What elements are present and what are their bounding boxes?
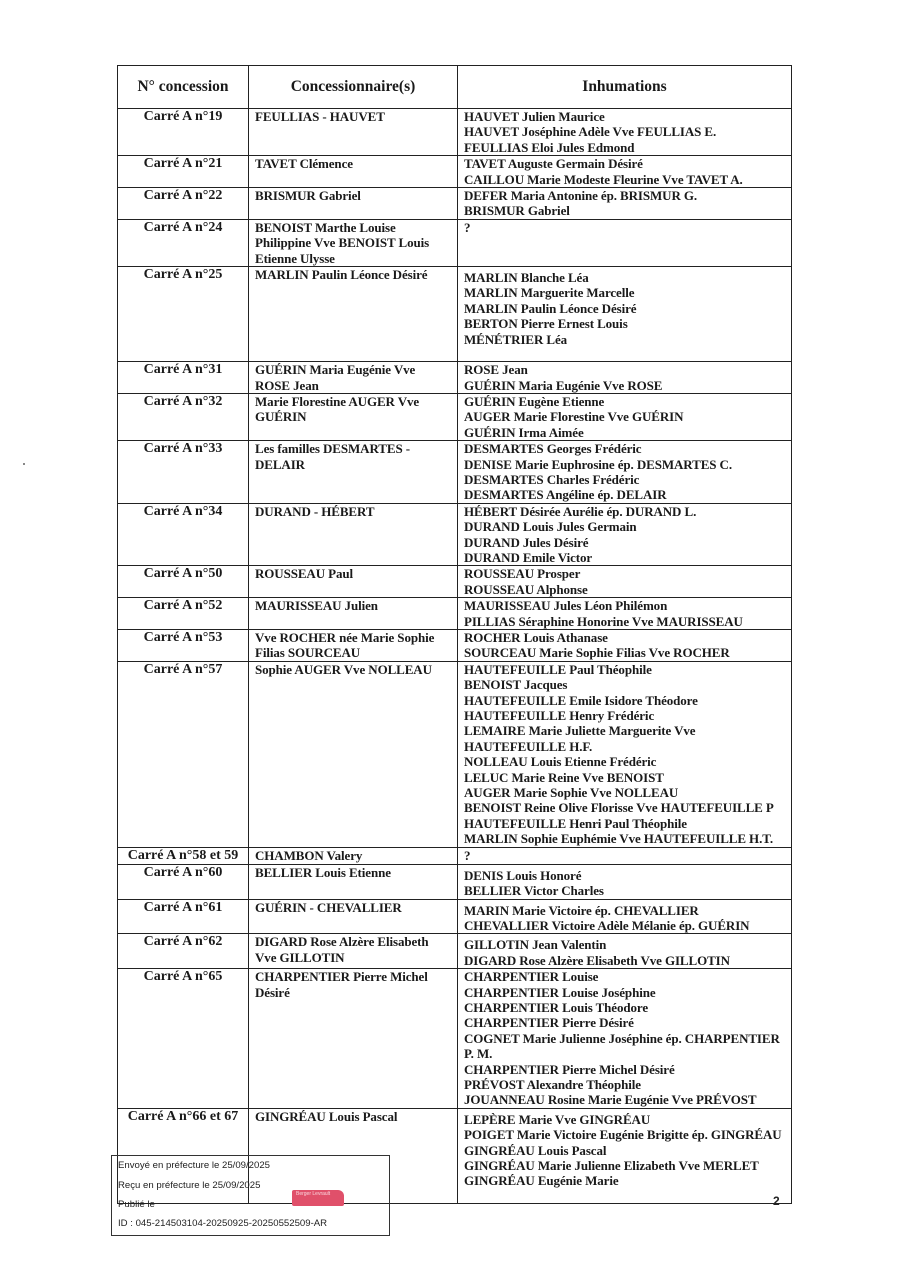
concession-number-text: Carré A n°31 bbox=[143, 362, 223, 378]
concession-number-text: Carré A n°32 bbox=[143, 393, 223, 409]
inhumations-list bbox=[458, 156, 792, 188]
inhumation-entry: BENOIST Jacques bbox=[464, 677, 568, 693]
inhumation-entry: GINGRÉAU Marie Julienne Elizabeth Vve MERLET bbox=[464, 1158, 759, 1173]
inhumation-entry: LEPÈRE Marie Vve GINGRÉAU bbox=[464, 1111, 651, 1127]
berger-levrault-logo bbox=[292, 1190, 344, 1206]
concession-number bbox=[118, 630, 249, 662]
inhumation-entry: BENOIST Reine Olive Florisse Vve HAUTEFEUILLE P bbox=[464, 800, 774, 816]
inhumation-entry: MAURISSEAU Jules Léon Philémon bbox=[464, 598, 668, 614]
header-concessionnaires: Concessionnaire(s) bbox=[249, 66, 458, 109]
inhumation-entry: ? bbox=[464, 219, 471, 235]
concession-number-text: Carré A n°58 et 59 bbox=[127, 847, 239, 863]
concession-number-text: Carré A n°61 bbox=[143, 899, 223, 915]
inhumation-entry: FEULLIAS Eloi Jules Edmond bbox=[464, 139, 635, 155]
concession-number-text: Carré A n°53 bbox=[143, 630, 223, 645]
inhumation-entry: DURAND Jules Désiré bbox=[464, 534, 589, 550]
prefecture-stamp bbox=[111, 1155, 390, 1236]
table-row bbox=[118, 503, 792, 566]
concession-number-text: Carré A n°21 bbox=[143, 156, 223, 172]
concession-number-text: Carré A n°50 bbox=[143, 566, 223, 582]
concession-number-text: Carré A n°25 bbox=[143, 267, 223, 283]
table-row bbox=[118, 109, 792, 156]
inhumation-entry: TAVET Auguste Germain Désiré bbox=[464, 156, 643, 172]
inhumation-entry: CHARPENTIER Louis Théodore bbox=[464, 999, 649, 1015]
inhumation-entry: CHARPENTIER Louise bbox=[464, 969, 599, 985]
inhumations-list bbox=[458, 188, 792, 220]
inhumations-list bbox=[458, 267, 792, 362]
inhumation-entry: DENISE Marie Euphrosine ép. DESMARTES C. bbox=[464, 456, 732, 472]
inhumation-entry: DEFER Maria Antonine ép. BRISMUR G. bbox=[464, 188, 698, 204]
table-row bbox=[118, 969, 792, 1109]
inhumation-entry: HAUTEFEUILLE H.F. bbox=[464, 738, 593, 754]
inhumation-entry: PRÉVOST Alexandre Théophile bbox=[464, 1076, 641, 1092]
concessionnaire: GUÉRIN Maria Eugénie Vve ROSE Jean bbox=[249, 362, 458, 394]
page-number: 2 bbox=[773, 1194, 780, 1208]
inhumation-entry: ROUSSEAU Prosper bbox=[464, 566, 581, 582]
concession-number bbox=[118, 188, 249, 220]
inhumation-entry: MARLIN Blanche Léa bbox=[464, 270, 589, 286]
concession-number-text: Carré A n°24 bbox=[143, 219, 223, 235]
inhumations-list bbox=[458, 864, 792, 899]
concession-number-text: Carré A n°60 bbox=[143, 864, 223, 880]
inhumation-entry: MARIN Marie Victoire ép. CHEVALLIER bbox=[464, 902, 699, 918]
concession-number bbox=[118, 864, 249, 899]
header-inhumations: Inhumations bbox=[458, 66, 792, 109]
inhumation-entry: MARLIN Sophie Euphémie Vve HAUTEFEUILLE H.T. bbox=[464, 831, 773, 847]
inhumation-entry: CHARPENTIER Pierre Désiré bbox=[464, 1015, 634, 1031]
table-row bbox=[118, 219, 792, 266]
table-row bbox=[118, 598, 792, 630]
stamp-sent: Envoyé en préfecture le 25/09/2025 bbox=[118, 1160, 271, 1171]
table-row bbox=[118, 267, 792, 362]
inhumations-list bbox=[458, 899, 792, 934]
inhumations-list bbox=[458, 661, 792, 847]
concession-number-text: Carré A n°52 bbox=[143, 598, 223, 614]
inhumation-entry: POIGET Marie Victoire Eugénie Brigitte ép. GINGRÉAU bbox=[464, 1127, 782, 1143]
concessionnaire: MAURISSEAU Julien bbox=[249, 598, 458, 630]
inhumation-entry: GILLOTIN Jean Valentin bbox=[464, 937, 607, 953]
table-row bbox=[118, 661, 792, 847]
inhumations-list bbox=[458, 362, 792, 394]
concession-number bbox=[118, 156, 249, 188]
inhumations-list bbox=[458, 847, 792, 864]
inhumation-entry: ROCHER Louis Athanase bbox=[464, 630, 608, 645]
inhumation-entry: MARLIN Paulin Léonce Désiré bbox=[464, 300, 637, 316]
inhumations-list bbox=[458, 566, 792, 598]
concession-number bbox=[118, 899, 249, 934]
inhumation-entry: BELLIER Victor Charles bbox=[464, 883, 604, 899]
concession-number bbox=[118, 503, 249, 566]
table-row bbox=[118, 393, 792, 440]
inhumation-entry: BRISMUR Gabriel bbox=[464, 203, 570, 219]
concessionnaire: Vve ROCHER née Marie Sophie Filias SOURCEAU bbox=[249, 630, 458, 662]
inhumation-entry: CHARPENTIER Pierre Michel Désiré bbox=[464, 1061, 675, 1077]
inhumation-entry: HAUVET Julien Maurice bbox=[464, 109, 605, 124]
concession-number-text: Carré A n°62 bbox=[143, 934, 223, 950]
inhumation-entry: DENIS Louis Honoré bbox=[464, 867, 582, 883]
concessionnaire: BELLIER Louis Etienne bbox=[249, 864, 458, 899]
concessionnaire: CHARPENTIER Pierre Michel Désiré bbox=[249, 969, 458, 1109]
concession-number-text: Carré A n°34 bbox=[143, 503, 223, 519]
concessionnaire: CHAMBON Valery bbox=[249, 847, 458, 864]
inhumations-list bbox=[458, 934, 792, 969]
concessionnaire: DURAND - HÉBERT bbox=[249, 503, 458, 566]
concession-number-text: Carré A n°57 bbox=[143, 661, 223, 677]
inhumations-list bbox=[458, 503, 792, 566]
table-header-row bbox=[118, 66, 792, 109]
concessionnaire: Sophie AUGER Vve NOLLEAU bbox=[249, 661, 458, 847]
table-row bbox=[118, 630, 792, 662]
table-row bbox=[118, 899, 792, 934]
table-row bbox=[118, 188, 792, 220]
inhumation-entry: AUGER Marie Sophie Vve NOLLEAU bbox=[464, 785, 679, 801]
scan-speck bbox=[23, 463, 25, 465]
table-body bbox=[118, 109, 792, 1204]
concessionnaire: BENOIST Marthe Louise Philippine Vve BENOIST Louis Etienne Ulysse bbox=[249, 219, 458, 266]
inhumation-entry: JOUANNEAU Rosine Marie Eugénie Vve PRÉVOST bbox=[464, 1092, 757, 1108]
concessionnaire: TAVET Clémence bbox=[249, 156, 458, 188]
inhumations-list bbox=[458, 393, 792, 440]
logo-text: Berger Levrault bbox=[296, 1191, 331, 1197]
inhumation-entry: LEMAIRE Marie Juliette Marguerite Vve bbox=[464, 723, 696, 739]
inhumations-list bbox=[458, 1108, 792, 1203]
concession-number-text: Carré A n°19 bbox=[143, 109, 223, 124]
concessionnaire: Marie Florestine AUGER Vve GUÉRIN bbox=[249, 393, 458, 440]
header-concession-number: N° concession bbox=[118, 66, 249, 109]
inhumation-entry: DURAND Louis Jules Germain bbox=[464, 519, 637, 535]
stamp-received: Reçu en préfecture le 25/09/2025 bbox=[118, 1180, 261, 1191]
inhumation-entry: LELUC Marie Reine Vve BENOIST bbox=[464, 769, 664, 785]
inhumation-entry: ROSE Jean bbox=[464, 362, 528, 378]
stamp-id: ID : 045-214503104-20250925-20250552509-AR bbox=[118, 1218, 328, 1229]
concession-number bbox=[118, 267, 249, 362]
table-row bbox=[118, 156, 792, 188]
inhumations-list bbox=[458, 109, 792, 156]
inhumation-entry: P. M. bbox=[464, 1046, 493, 1062]
concessionnaire: MARLIN Paulin Léonce Désiré bbox=[249, 267, 458, 362]
inhumation-entry: HAUTEFEUILLE Henri Paul Théophile bbox=[464, 815, 687, 831]
concessionnaire: FEULLIAS - HAUVET bbox=[249, 109, 458, 156]
concession-number bbox=[118, 566, 249, 598]
inhumations-list bbox=[458, 630, 792, 662]
inhumation-entry: GUÉRIN Eugène Etienne bbox=[464, 393, 605, 409]
concession-number bbox=[118, 598, 249, 630]
concessionnaire: GUÉRIN - CHEVALLIER bbox=[249, 899, 458, 934]
inhumation-entry: DESMARTES Charles Frédéric bbox=[464, 471, 640, 487]
concession-number bbox=[118, 969, 249, 1109]
inhumation-entry: GUÉRIN Irma Aimée bbox=[464, 424, 584, 440]
inhumation-entry: GINGRÉAU Eugénie Marie bbox=[464, 1173, 619, 1189]
concessions-table bbox=[117, 65, 792, 1204]
concession-number bbox=[118, 393, 249, 440]
inhumation-entry: HÉBERT Désirée Aurélie ép. DURAND L. bbox=[464, 503, 697, 519]
concession-number-text: Carré A n°22 bbox=[143, 188, 223, 204]
inhumation-entry: MARLIN Marguerite Marcelle bbox=[464, 285, 635, 301]
inhumation-entry: NOLLEAU Louis Etienne Frédéric bbox=[464, 754, 657, 770]
inhumation-entry: HAUVET Joséphine Adèle Vve FEULLIAS E. bbox=[464, 124, 717, 140]
inhumation-entry: SOURCEAU Marie Sophie Filias Vve ROCHER bbox=[464, 645, 730, 661]
concession-number bbox=[118, 219, 249, 266]
inhumation-entry: COGNET Marie Julienne Joséphine ép. CHARPENTIER bbox=[464, 1030, 780, 1046]
table-row bbox=[118, 847, 792, 864]
table-row bbox=[118, 441, 792, 504]
inhumation-entry: HAUTEFEUILLE Paul Théophile bbox=[464, 661, 652, 677]
inhumations-list bbox=[458, 598, 792, 630]
concession-number bbox=[118, 847, 249, 864]
concessionnaire: ROUSSEAU Paul bbox=[249, 566, 458, 598]
concession-number-text: Carré A n°65 bbox=[143, 969, 223, 985]
inhumation-entry: BERTON Pierre Ernest Louis bbox=[464, 316, 628, 332]
table-row bbox=[118, 934, 792, 969]
inhumation-entry: HAUTEFEUILLE Henry Frédéric bbox=[464, 708, 655, 724]
concession-number-text: Carré A n°66 et 67 bbox=[127, 1108, 239, 1124]
concession-number bbox=[118, 934, 249, 969]
inhumation-entry: HAUTEFEUILLE Emile Isidore Théodore bbox=[464, 692, 698, 708]
inhumations-list bbox=[458, 219, 792, 266]
inhumation-entry: CHARPENTIER Louise Joséphine bbox=[464, 984, 656, 1000]
inhumation-entry: DESMARTES Angéline ép. DELAIR bbox=[464, 487, 667, 503]
stamp-published: Publié le bbox=[118, 1199, 155, 1210]
concession-number bbox=[118, 441, 249, 504]
inhumation-entry: PILLIAS Séraphine Honorine Vve MAURISSEAU bbox=[464, 613, 743, 629]
concession-number bbox=[118, 362, 249, 394]
concessionnaire: GINGRÉAU Louis Pascal bbox=[249, 1108, 458, 1203]
inhumation-entry: CAILLOU Marie Modeste Fleurine Vve TAVET A. bbox=[464, 171, 743, 187]
table-row bbox=[118, 566, 792, 598]
inhumation-entry: DESMARTES Georges Frédéric bbox=[464, 441, 642, 457]
inhumation-entry: MÉNÉTRIER Léa bbox=[464, 331, 568, 347]
inhumation-entry: GINGRÉAU Louis Pascal bbox=[464, 1142, 607, 1158]
inhumation-entry: CHEVALLIER Victoire Adèle Mélanie ép. GUÉRIN bbox=[464, 917, 750, 933]
inhumation-entry: DIGARD Rose Alzère Elisabeth Vve GILLOTIN bbox=[464, 952, 730, 968]
concessionnaire: DIGARD Rose Alzère Elisabeth Vve GILLOTIN bbox=[249, 934, 458, 969]
inhumation-entry: ROUSSEAU Alphonse bbox=[464, 581, 588, 597]
concession-number bbox=[118, 109, 249, 156]
table-row bbox=[118, 864, 792, 899]
inhumation-entry: AUGER Marie Florestine Vve GUÉRIN bbox=[464, 409, 684, 425]
concession-number bbox=[118, 661, 249, 847]
inhumations-list bbox=[458, 969, 792, 1109]
inhumation-entry: GUÉRIN Maria Eugénie Vve ROSE bbox=[464, 377, 663, 393]
concessionnaire: Les familles DESMARTES - DELAIR bbox=[249, 441, 458, 504]
concession-number-text: Carré A n°33 bbox=[143, 441, 223, 457]
inhumation-entry: DURAND Emile Victor bbox=[464, 549, 593, 565]
table-row bbox=[118, 362, 792, 394]
concessionnaire: BRISMUR Gabriel bbox=[249, 188, 458, 220]
inhumation-entry: ? bbox=[464, 847, 471, 863]
inhumations-list bbox=[458, 441, 792, 504]
